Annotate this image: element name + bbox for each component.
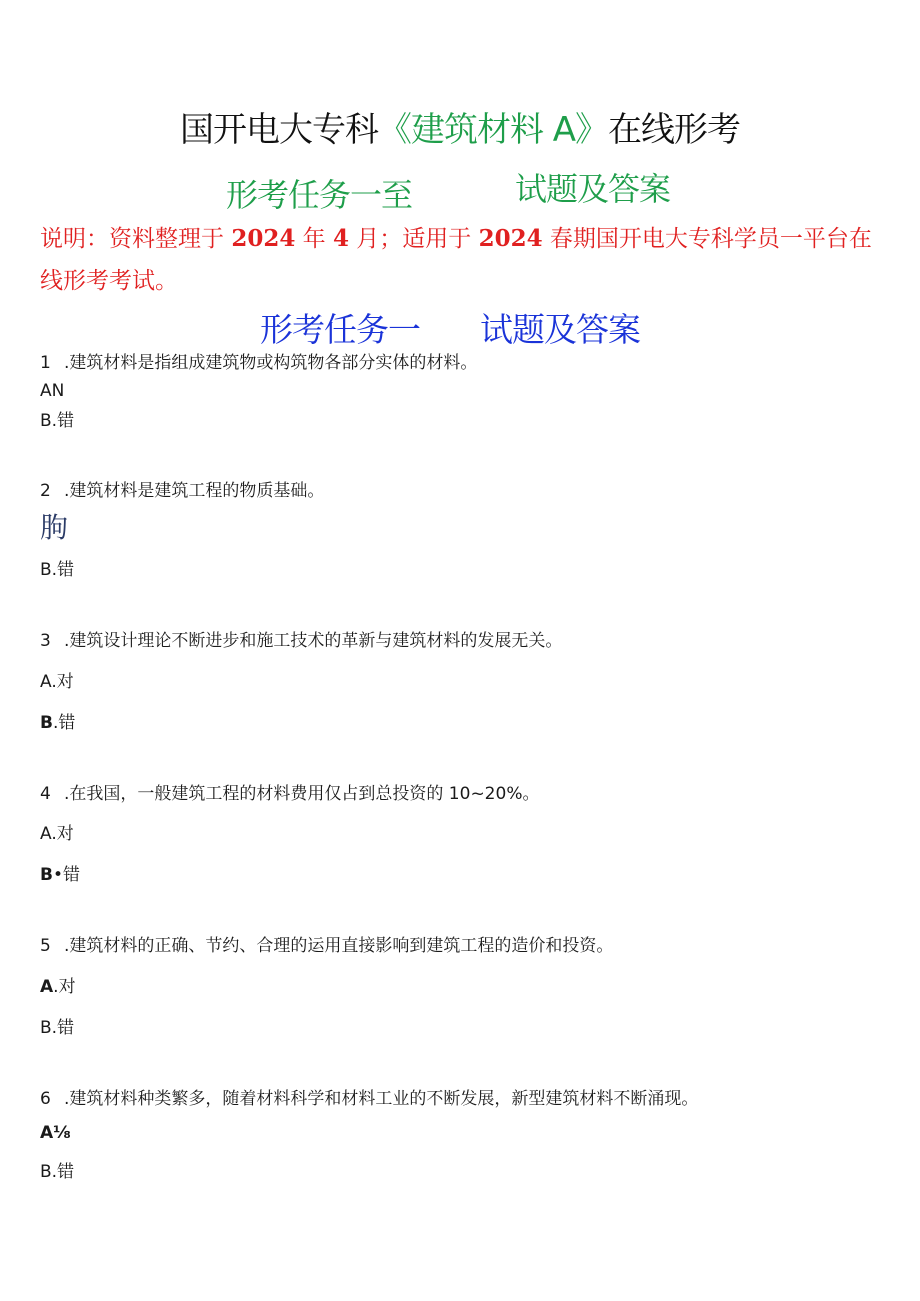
question-2-option-b: B.错 <box>40 560 75 580</box>
note-text-2: 年 <box>295 226 333 252</box>
question-number: 6 <box>40 1089 51 1109</box>
question-6-option-a <box>40 1121 71 1145</box>
section-heading-left: 形考任务一 <box>260 310 420 349</box>
question-number: 1 <box>40 353 51 373</box>
note-text-3: 月；适用于 <box>348 226 479 252</box>
option-letter: A <box>40 977 54 997</box>
question-number: 3 <box>40 631 51 651</box>
note-year-1: 2024 <box>231 225 296 252</box>
title-suffix: 在线形考 <box>608 110 741 150</box>
subtitle-left: 形考任务一至 <box>226 176 413 214</box>
note-text-1: 说明：资料整理于 <box>40 226 232 252</box>
option-text: .对 <box>53 977 76 997</box>
document-title <box>0 108 920 152</box>
question-number: 2 <box>40 481 51 501</box>
description-note <box>40 218 885 302</box>
title-prefix: 国开电大专科 <box>179 110 378 150</box>
option-text: •错 <box>52 865 80 885</box>
question-2-option-a-handwritten: 朐 <box>40 511 69 544</box>
note-year-2: 2024 <box>478 225 543 252</box>
question-4 <box>40 782 539 806</box>
section-heading-right: 试题及答案 <box>480 310 640 349</box>
question-text: .建筑材料是指组成建筑物或构筑物各部分实体的材料。 <box>64 353 478 373</box>
question-text: .建筑设计理论不断进步和施工技术的革新与建筑材料的发展无关。 <box>64 631 563 651</box>
question-text: .建筑材料的正确、节约、合理的运用直接影响到建筑工程的造价和投资。 <box>64 936 614 956</box>
title-course-name: 《建筑材料 A》 <box>377 110 609 150</box>
question-5-option-b: B.错 <box>40 1018 75 1038</box>
note-text-4: 春期国开电大专科学员一平台在线形考考试。 <box>40 226 872 294</box>
question-3 <box>40 629 562 653</box>
note-month: 4 <box>332 225 349 252</box>
option-letter: B <box>40 865 53 885</box>
question-number: 5 <box>40 936 51 956</box>
question-number: 4 <box>40 784 51 804</box>
option-letter: A⅛ <box>40 1123 71 1143</box>
question-4-option-b <box>40 863 80 887</box>
question-2 <box>40 479 324 503</box>
question-5 <box>40 934 613 958</box>
question-1-option-b: B.错 <box>40 411 75 431</box>
option-text: .错 <box>52 713 76 733</box>
question-1-option-a: AN <box>40 381 65 401</box>
question-6 <box>40 1087 698 1111</box>
question-1 <box>40 351 477 375</box>
option-letter: B <box>40 713 53 733</box>
question-text: .在我国，一般建筑工程的材料费用仅占到总投资的 10~20%。 <box>64 784 540 804</box>
question-text: .建筑材料种类繁多，随着材料科学和材料工业的不断发展，新型建筑材料不断涌现。 <box>64 1089 699 1109</box>
question-4-option-a: A.对 <box>40 824 74 844</box>
subtitle-right: 试题及答案 <box>515 170 671 208</box>
question-3-option-b <box>40 711 75 735</box>
question-6-option-b: B.错 <box>40 1162 75 1182</box>
question-text: .建筑材料是建筑工程的物质基础。 <box>64 481 325 501</box>
question-3-option-a: A.对 <box>40 672 74 692</box>
question-5-option-a <box>40 975 76 999</box>
